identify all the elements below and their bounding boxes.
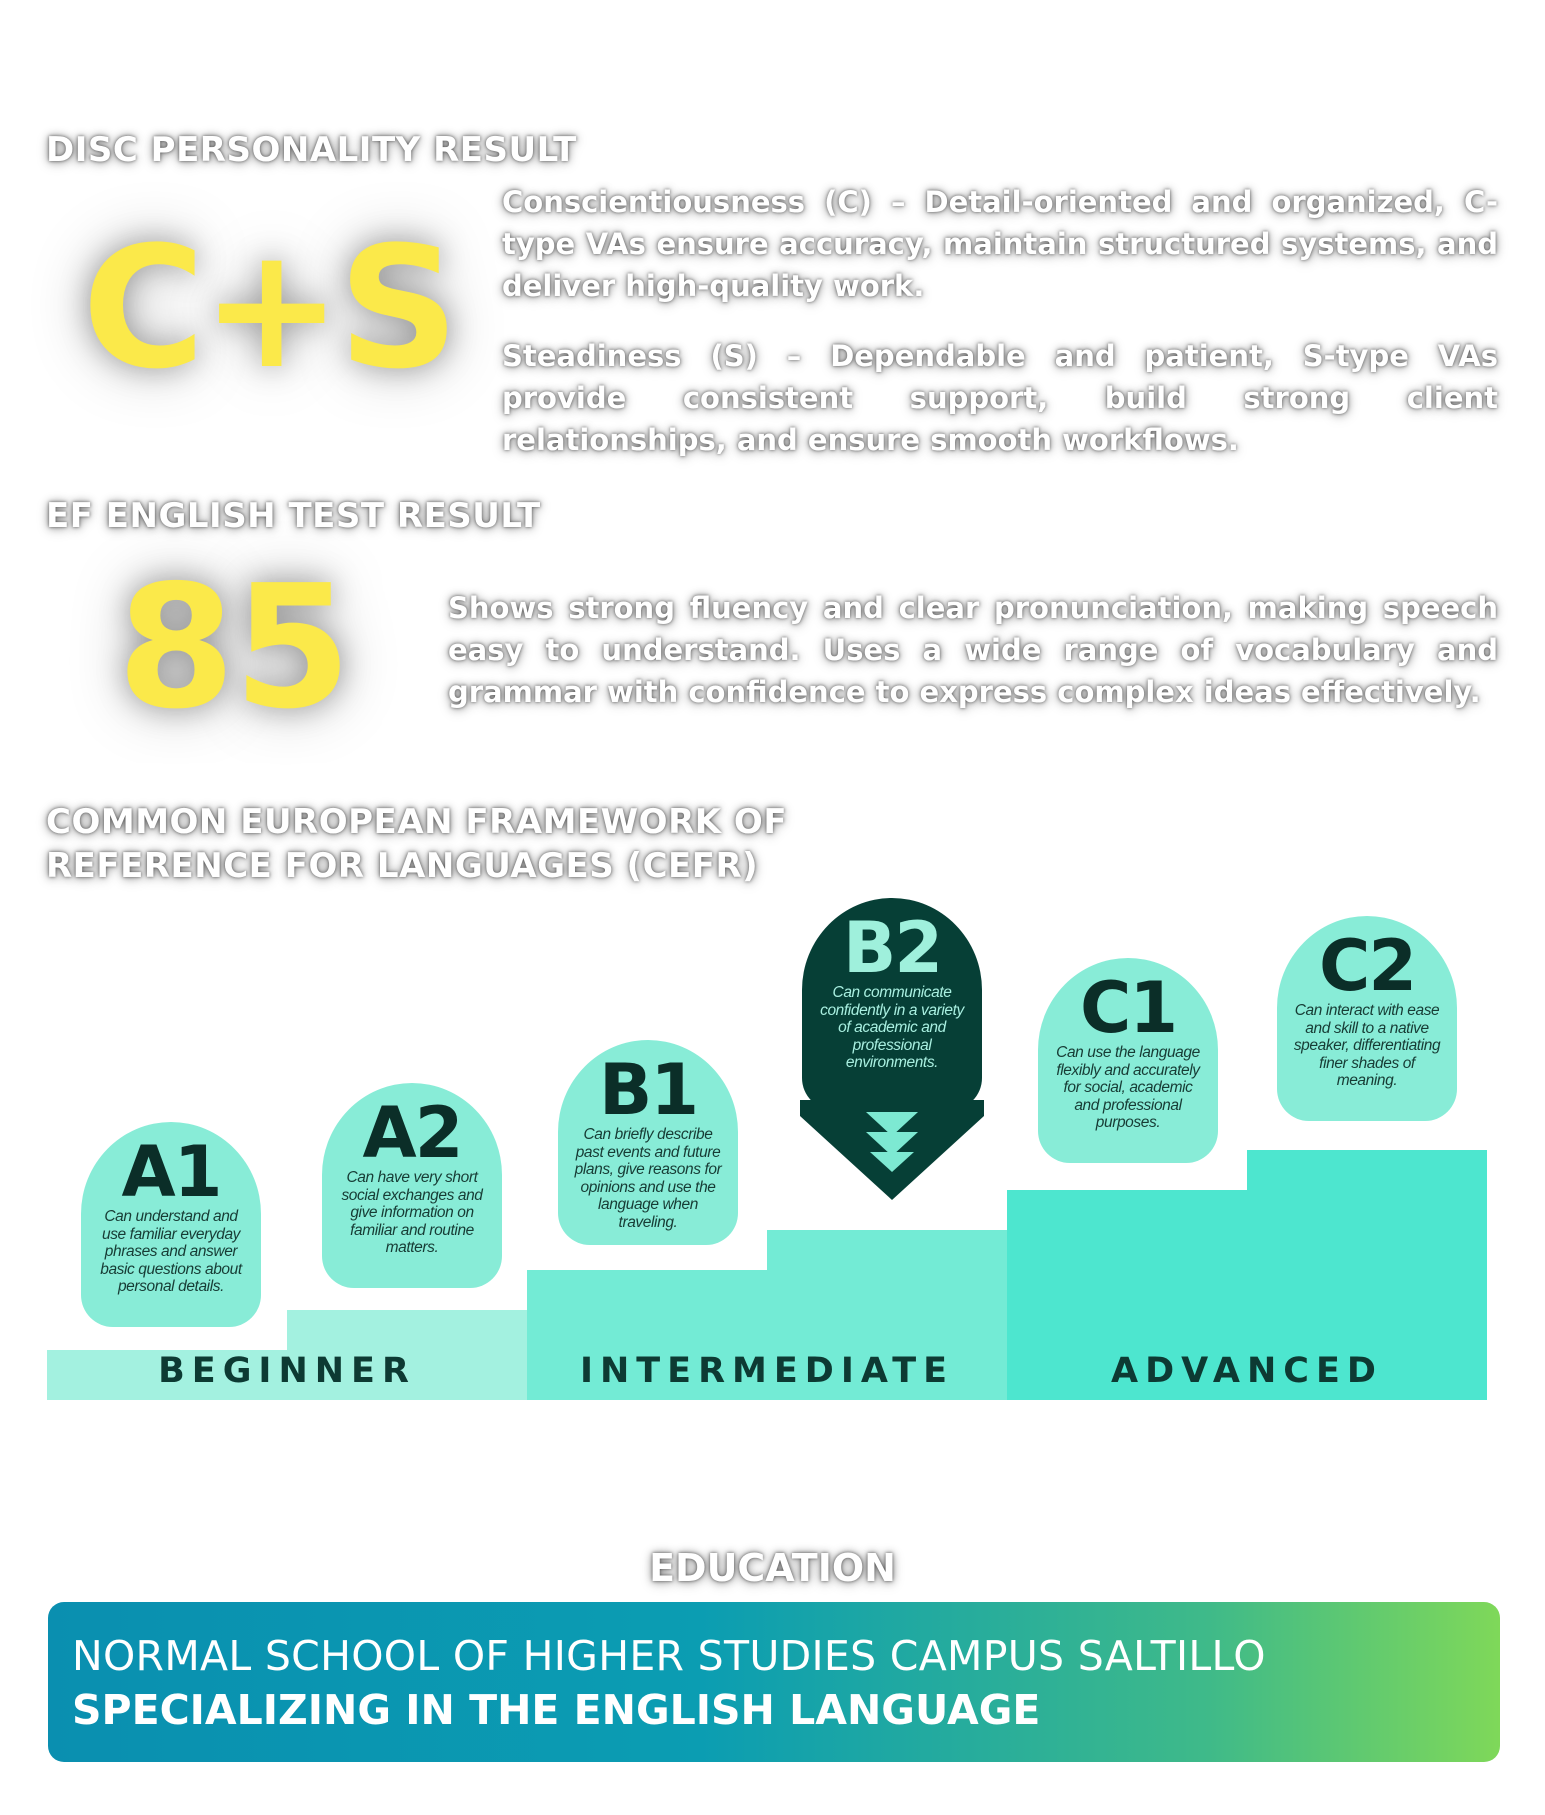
disc-paragraph-c: Conscientiousness (C) – Detail-oriented and organized, C-type VAs ensure accuracy, maintain structured systems, and deliver high-quality work.: [502, 185, 1498, 303]
ef-description: Shows strong fluency and clear pronunciation, making speech easy to understand. Uses a wide range of vocabulary and grammar with confidence to express complex ideas effectively.: [448, 591, 1498, 709]
level-desc-c2: Can interact with ease and skill to a native speaker, differentiating finer shades of meaning.: [1293, 1002, 1441, 1089]
ef-score: 85: [117, 549, 350, 747]
current-level-pointer-icon: [800, 1100, 984, 1200]
group-label-advanced: ADVANCED: [1111, 1351, 1383, 1391]
level-card-a2: [322, 1083, 502, 1288]
ef-title: EF ENGLISH TEST RESULT: [46, 496, 541, 536]
education-specialization: SPECIALIZING IN THE ENGLISH LANGUAGE: [72, 1686, 1041, 1734]
group-label-beginner: BEGINNER: [158, 1351, 416, 1391]
level-desc-c1: Can use the language flexibly and accurately for social, academic and professional purposes.: [1056, 1044, 1200, 1131]
level-desc-a2: Can have very short social exchanges and give information on familiar and routine matters.: [341, 1169, 483, 1256]
disc-title: DISC PERSONALITY RESULT: [46, 130, 577, 170]
level-code-c1: C1: [1079, 967, 1177, 1049]
level-code-a1: A1: [121, 1131, 221, 1213]
level-code-b2: B2: [842, 907, 942, 989]
level-code-b1: B1: [598, 1049, 698, 1131]
level-desc-b2: Can communicate confidently in a variety of academic and professional environments.: [820, 984, 964, 1071]
disc-result: C+S: [82, 210, 456, 406]
level-desc-b1: Can briefly describe past events and future plans, give reasons for opinions and use the language when traveling.: [574, 1126, 722, 1231]
level-card-b1: [558, 1040, 738, 1245]
disc-paragraph-s: Steadiness (S) – Dependable and patient, S-type VAs provide consistent support, build strong client relationships, and ensure smooth workflows.: [502, 339, 1498, 457]
level-code-c2: C2: [1318, 925, 1416, 1007]
cefr-title-line2: REFERENCE FOR LANGUAGES (CEFR): [46, 846, 759, 886]
education-title: EDUCATION: [649, 1546, 896, 1590]
cefr-title: [46, 800, 787, 888]
level-card-c2: [1277, 916, 1457, 1121]
education-banner: [48, 1602, 1500, 1762]
education-school: NORMAL SCHOOL OF HIGHER STUDIES CAMPUS SALTILLO: [72, 1632, 1266, 1680]
level-card-a1: [81, 1122, 261, 1327]
level-card-c1: [1038, 958, 1218, 1163]
group-label-intermediate: INTERMEDIATE: [579, 1351, 954, 1391]
level-card-b2: [802, 898, 982, 1110]
level-code-a2: A2: [362, 1092, 462, 1174]
cefr-title-line1: COMMON EUROPEAN FRAMEWORK OF: [46, 802, 788, 842]
level-desc-a1: Can understand and use familiar everyday phrases and answer basic questions about personal details.: [100, 1208, 242, 1295]
